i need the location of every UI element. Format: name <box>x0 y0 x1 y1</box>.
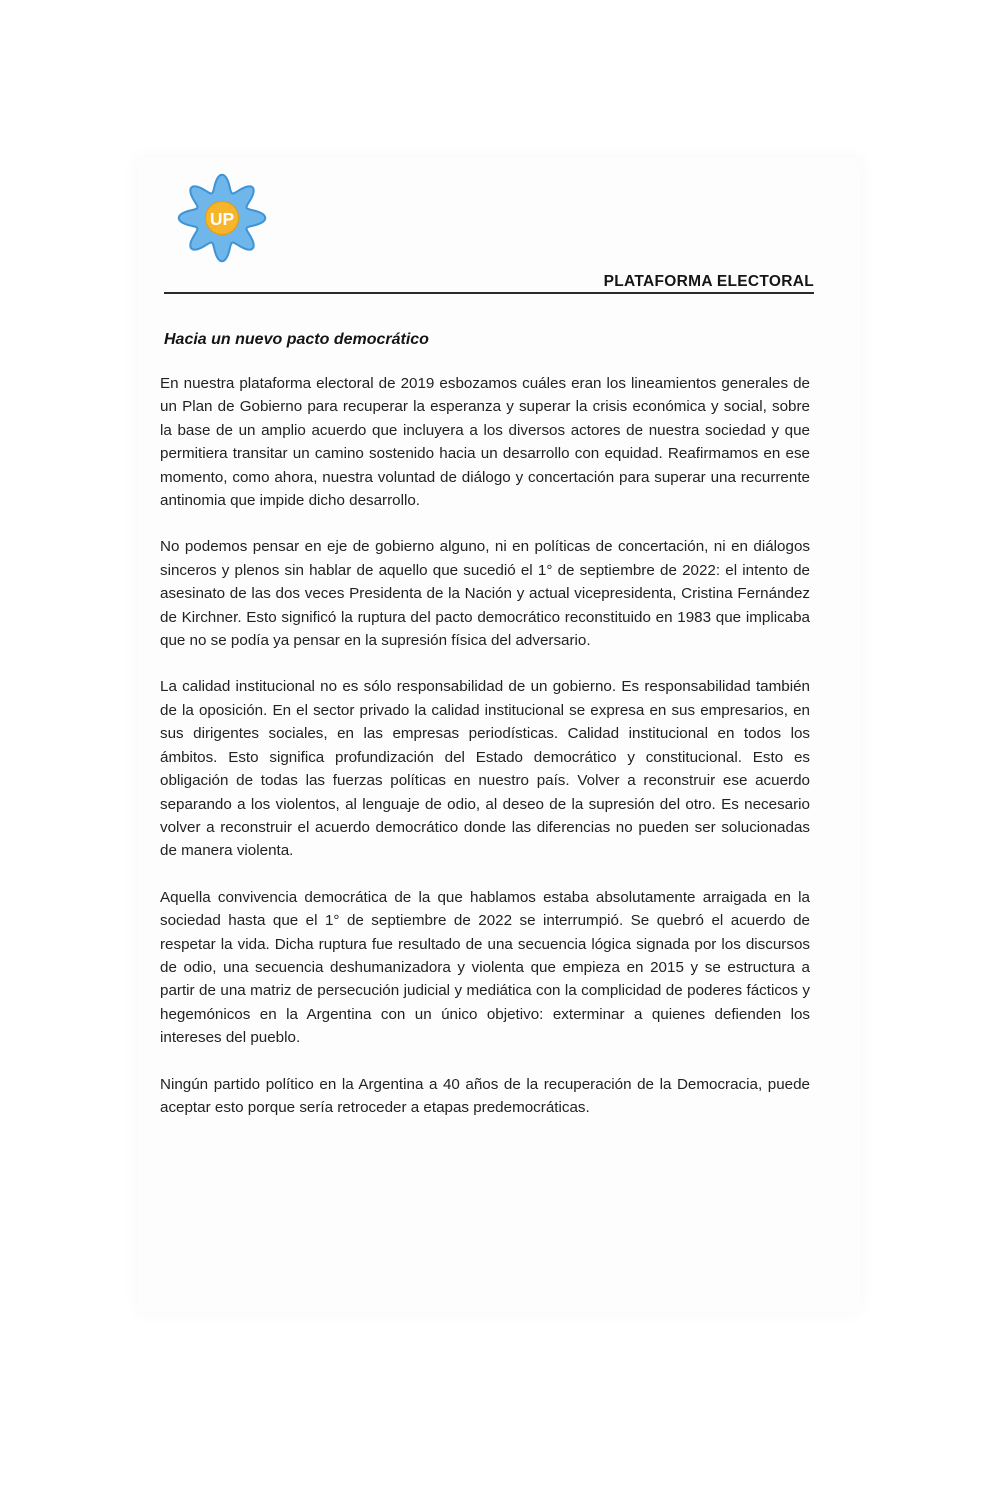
paragraph: Ningún partido político en la Argentina a 40 años de la recuperación de la Democracia, puede aceptar esto porque sería retroceder a etapas predemocráticas. <box>160 1075 810 1116</box>
paragraph: En nuestra plataforma electoral de 2019 esbozamos cuáles eran los lineamientos generales de un Plan de Gobierno para recuperar la esperanza y superar la crisis económica y social, sobre la base de un amplio acuerdo que incluyera a los diversos actores de nuestra sociedad y que permitiera transitar un camino sostenido hacia un desarrollo con equidad. Reafirmamos en ese momento, como ahora, nuestra voluntad de diálogo y concertación para superar una recurrente antinomia que impide dicho desarrollo. <box>160 375 810 510</box>
paragraph: Aquella convivencia democrática de la que hablamos estaba absolutamente arraigada en la sociedad hasta que el 1° de septiembre de 2022 se interrumpió. Se quebró el acuerdo de respetar la vida. Dicha ruptura fue resultado de una secuencia lógica signada por los discursos de odio, una secuencia deshumanizadora y violenta que empieza en 2015 y se estructura a partir de una matriz de persecución judicial y mediática con la complicidad de poderes fácticos y hegemónicos en la Argentina con un único objetivo: exterminar a quienes defienden los intereses del pueblo. <box>160 888 810 1047</box>
sun-icon <box>176 172 268 264</box>
logo-text: UP <box>209 208 235 229</box>
up-sun-logo <box>176 172 268 264</box>
header-divider <box>164 292 814 294</box>
paragraph: No podemos pensar en eje de gobierno alguno, ni en políticas de concertación, ni en diálogos sinceros y plenos sin hablar de aquello que sucedió el 1° de septiembre de 2022: el intento de asesinato de las dos veces Presidenta de la Nación y actual vicepresidenta, Cristina Fernández de Kirchner. Esto significó la ruptura del pacto democrático reconstituido en 1983 que implicaba que no se podía ya pensar en la supresión física del adversario. <box>160 538 810 650</box>
document-body <box>160 372 810 1142</box>
document-heading: Hacia un nuevo pacto democrático <box>164 331 429 348</box>
paragraph: La calidad institucional no es sólo responsabilidad de un gobierno. Es responsabilidad también de la oposición. En el sector privado la calidad institucional se expresa en sus empresarios, en sus dirigentes sociales, en las empresas periodísticas. Calidad institucional en todos los ámbitos. Esto significa profundización del Estado democrático y constitucional. Esto es obligación de todas las fuerzas políticas en nuestro país. Volver a reconstruir ese acuerdo separando a los violentos, al lenguaje de odio, al deseo de la supresión del otro. Es necesario volver a reconstruir el acuerdo democrático donde las diferencias no pueden ser solucionadas de manera violenta. <box>160 678 810 860</box>
header-title: PLATAFORMA ELECTORAL <box>603 273 814 290</box>
